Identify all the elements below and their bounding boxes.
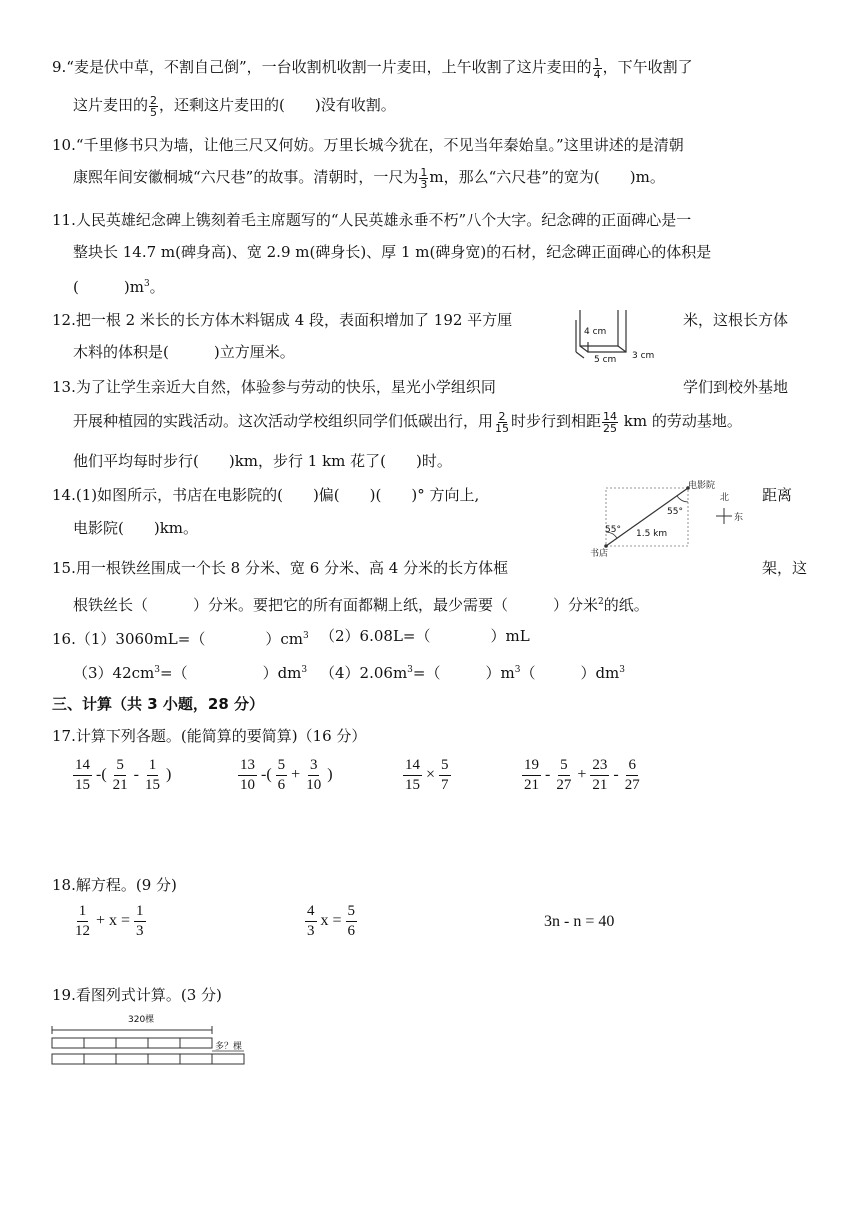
- section-3-title: 三、计算（共 3 小题，28 分）: [52, 695, 264, 713]
- q16-row1-b: （2）6.08L=（ ）mL: [320, 627, 530, 645]
- q19-line-diagram: [50, 1012, 270, 1070]
- q18-title: 18.解方程。(9 分): [52, 876, 177, 894]
- q14-label-cinema: 电影院: [688, 481, 716, 491]
- q15-line1: 15.用一根铁丝围成一个长 8 分米、宽 6 分米、高 4 分米的长方体框: [52, 559, 509, 577]
- q9-text-a: 9.“麦是伏中草，不割自己倒”，一台收割机收割一片麦田，上午收割了这片麦田的: [52, 58, 592, 76]
- q10-text-c: m，那么“六尺巷”的宽为( )m。: [429, 168, 665, 186]
- q13-line1-end: 学们到校外基地: [683, 378, 789, 396]
- q9-line2: [73, 94, 396, 118]
- q17-expr-4: $\frac{19}{21}$ - $\frac{5}{27}$ + $\frac{23}{21}$ - $\frac{6}{27}$: [524, 757, 640, 793]
- q10-fraction: $\frac{1}{3}$: [420, 165, 428, 191]
- q11-line2: 整块长 14.7 m(碑身高)、宽 2.9 m(碑身长)、厚 1 m(碑身宽)的石材，纪念碑正面碑心的体积是: [73, 243, 712, 261]
- q13-fraction-2: $\frac{14}{25}$: [603, 409, 618, 435]
- q14-label-distance: 1.5 km: [636, 529, 668, 539]
- q11-line3: ( )$m^3$。: [73, 278, 165, 296]
- q18-equation-2: $\frac{4}{3}$ x = $\frac{5}{6}$: [307, 903, 356, 939]
- q9-fraction-2: $\frac{2}{5}$: [150, 93, 158, 119]
- q17-title: 17.计算下列各题。(能简算的要简算)（16 分）: [52, 727, 367, 745]
- q12-label-height: 4 cm: [584, 327, 607, 337]
- q11-line1: 11.人民英雄纪念碑上镌刻着毛主席题写的“人民英雄永垂不朽”八个大字。纪念碑的正面碑心是一: [52, 211, 692, 229]
- q17-expr-1: $\frac{14}{15}$ -( $\frac{5}{21}$ - $\frac{1}{15}$ ): [75, 757, 172, 793]
- q17-expr-3: $\frac{14}{15}$ × $\frac{5}{7}$: [405, 757, 449, 793]
- q9-line1: [52, 56, 693, 80]
- q9-text-c: 这片麦田的: [73, 96, 149, 114]
- q12-label-width: 5 cm: [594, 355, 617, 362]
- q13-line2: 开展种植园的实践活动。这次活动学校组织同学们低碳出行，用 $\frac{2}{15}$ 时步行到相距 $\frac{14}{25}$ km 的劳动基地。: [73, 409, 742, 435]
- q12-line1: 12.把一根 2 米长的长方体木料锯成 4 段，表面积增加了 192 平方厘: [52, 311, 513, 329]
- q9-text-b: ，下午收割了: [602, 58, 693, 76]
- q12-line1-end: 米，这根长方体: [683, 311, 789, 329]
- q13-fraction-1: $\frac{2}{15}$: [495, 409, 510, 435]
- q15-line2: 根铁丝长（ ）分米。要把它的所有面都糊上纸，最少需要（ ）分米$^2$的纸。: [73, 596, 649, 614]
- q14-line1-end: 距离: [762, 486, 793, 504]
- q14-line2: 电影院( )km。: [73, 519, 199, 537]
- q15-line1-end: 架，这: [762, 559, 808, 577]
- q18-equation-3: 3n - n = 40: [544, 913, 615, 930]
- q13-line1: 13.为了让学生亲近大自然，体验参与劳动的快乐，星光小学组织同: [52, 378, 496, 396]
- q14-label-bookstore: 书店: [590, 549, 609, 558]
- q19-title: 19.看图列式计算。(3 分): [52, 986, 222, 1004]
- q9-fraction-1: $\frac{1}{4}$: [593, 55, 601, 81]
- q13-line3: 他们平均每时步行( )km，步行 1 km 花了( )时。: [73, 452, 452, 470]
- q14-east-label: 东: [734, 513, 744, 523]
- q12-label-depth: 3 cm: [632, 351, 655, 361]
- q14-label-angle1: 55°: [605, 525, 621, 535]
- q12-line2: 木料的体积是( )立方厘米。: [73, 343, 295, 361]
- q18-equation-1: $\frac{1}{12}$ + x = $\frac{1}{3}$: [75, 903, 144, 939]
- q10-text-b: 康熙年间安徽桐城“六尺巷”的故事。清朝时，一尺为: [73, 168, 419, 186]
- q14-label-angle2: 55°: [667, 507, 683, 517]
- q12-bench-figure: [570, 306, 670, 362]
- q19-more-label: 多？棵: [215, 1042, 243, 1052]
- q16-row2-b: $(4)2.06m^3=$（ ）$m^3$（ ）$dm^3$: [320, 664, 625, 682]
- q17-expr-2: $\frac{13}{10}$ -( $\frac{5}{6}$ + $\frac{3}{10}$ ): [240, 757, 333, 793]
- q16-row1-a: 16.（1）3060mL=（ ）$cm^3$: [52, 630, 309, 648]
- q14-map-figure: [588, 480, 758, 558]
- q10-line1: 10.“千里修书只为墙，让他三尺又何妨。万里长城今犹在，不见当年秦始皇。”这里讲述的是清朝: [52, 136, 684, 154]
- q19-total-label: 320棵: [128, 1015, 155, 1025]
- q10-line2: [73, 166, 665, 190]
- q14-line1: 14.(1)如图所示，书店在电影院的( )偏( )( )° 方向上,: [52, 486, 480, 504]
- q14-north-label: 北: [720, 493, 730, 503]
- q9-text-d: ，还剩这片麦田的( )没有收割。: [159, 96, 396, 114]
- q16-row2-a: $(3)42cm^3=$（ ）$dm^3$: [73, 664, 308, 682]
